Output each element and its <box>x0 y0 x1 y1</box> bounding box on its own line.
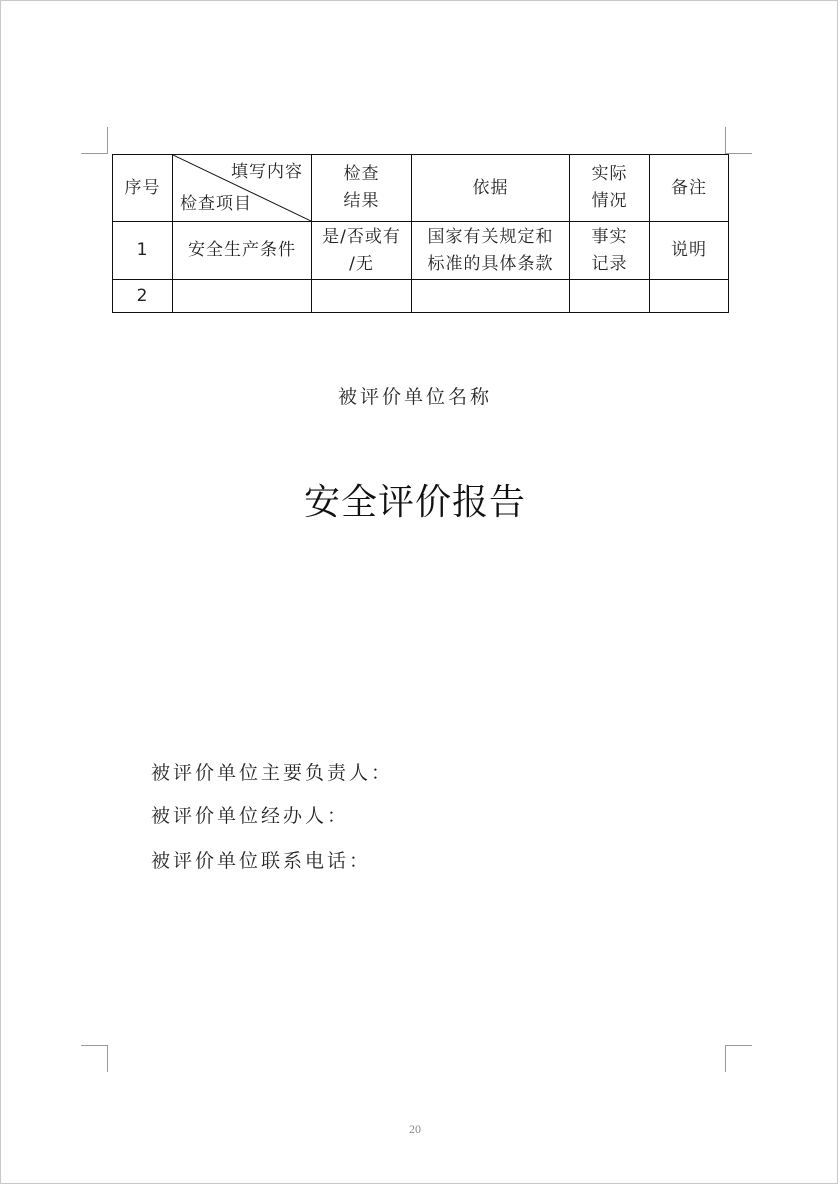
handler-field: 被评价单位经办人： <box>151 805 350 827</box>
header-result-line1: 检查 <box>343 164 380 184</box>
principal-field: 被评价单位主要负责人： <box>151 762 394 784</box>
row1-actual-line2: 记录 <box>591 253 628 274</box>
header-result <box>312 155 412 222</box>
row1-basis <box>412 222 570 280</box>
header-actual-line1: 实际 <box>591 164 628 184</box>
row1-basis-line1: 国家有关规定和 <box>427 226 554 247</box>
evaluated-unit-name: 被评价单位名称 <box>337 386 492 408</box>
row2-result <box>312 280 412 313</box>
row1-remark: 说明 <box>650 222 729 280</box>
row1-result <box>312 222 412 280</box>
row1-item: 安全生产条件 <box>173 222 312 280</box>
row1-result-line2: /无 <box>349 253 374 274</box>
crop-mark-top-right <box>725 127 752 154</box>
header-seq: 序号 <box>113 155 173 222</box>
phone-field: 被评价单位联系电话： <box>151 850 372 872</box>
crop-mark-bottom-left <box>81 1045 108 1072</box>
header-fill-content: 填写内容 <box>231 162 303 182</box>
crop-mark-top-left <box>81 127 108 154</box>
row2-actual <box>570 280 650 313</box>
row2-seq: 2 <box>113 280 173 313</box>
table-row <box>113 280 729 313</box>
header-actual <box>570 155 650 222</box>
header-check-item: 检查项目 <box>180 194 252 214</box>
table-header-row <box>113 155 729 222</box>
inspection-table <box>112 154 729 313</box>
header-remark: 备注 <box>650 155 729 222</box>
page-number: 20 <box>409 1122 421 1136</box>
header-basis: 依据 <box>412 155 570 222</box>
header-result-line2: 结果 <box>343 191 380 211</box>
row2-item <box>173 280 312 313</box>
crop-mark-bottom-right <box>725 1045 752 1072</box>
row1-seq: 1 <box>113 222 173 280</box>
header-actual-line2: 情况 <box>591 191 628 211</box>
row1-actual-line1: 事实 <box>591 226 628 247</box>
table-row <box>113 222 729 280</box>
row1-basis-line2: 标准的具体条款 <box>427 253 554 274</box>
row1-actual <box>570 222 650 280</box>
row2-basis <box>412 280 570 313</box>
header-diagonal-cell <box>173 155 312 222</box>
row2-remark <box>650 280 729 313</box>
report-title: 安全评价报告 <box>303 482 526 523</box>
row1-result-line1: 是/否或有 <box>322 226 401 247</box>
